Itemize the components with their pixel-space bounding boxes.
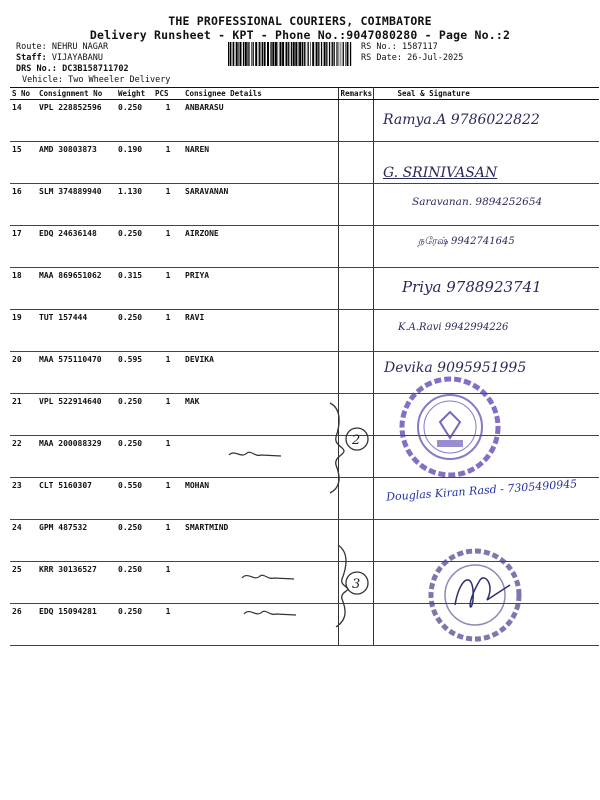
- cell-consignee: SARAVANAN: [183, 184, 338, 226]
- runsheet-table: [10, 87, 599, 646]
- cell-remarks: [338, 184, 373, 226]
- cell-seal-signature: [373, 562, 599, 604]
- table-row: [10, 562, 599, 604]
- cell-pcs: 1: [153, 142, 183, 184]
- cell-sno: 18: [10, 268, 37, 310]
- col-consignee-header: Consignee Details: [183, 88, 338, 100]
- cell-consignee: DEVIKA: [183, 352, 338, 394]
- cell-sno: 20: [10, 352, 37, 394]
- cell-weight: 0.190: [116, 142, 153, 184]
- cell-cno: CLT 5160307: [37, 478, 116, 520]
- cell-pcs: 1: [153, 226, 183, 268]
- cell-remarks: [338, 100, 373, 142]
- rs-date-line: [361, 53, 463, 63]
- cell-seal-signature: [373, 310, 599, 352]
- cell-cno: MAA 200088329: [37, 436, 116, 478]
- cell-sno: 14: [10, 100, 37, 142]
- vehicle-label: Vehicle:: [22, 75, 63, 85]
- cell-sno: 25: [10, 562, 37, 604]
- table-row: [10, 268, 599, 310]
- signature-row-19: K.A.Ravi 9942994226: [398, 322, 509, 333]
- signature-row-18: Priya 9788923741: [402, 278, 542, 296]
- signature-row-15: G. SRINIVASAN: [383, 165, 498, 181]
- cell-seal-signature: [373, 436, 599, 478]
- cell-remarks: [338, 226, 373, 268]
- document-subtitle: Delivery Runsheet - KPT - Phone No.:9047080280 - Page No.:2: [89, 28, 511, 42]
- cell-weight: 0.250: [116, 562, 153, 604]
- cell-seal-signature: [373, 604, 599, 646]
- cell-cno: GPM 487532: [37, 520, 116, 562]
- cell-consignee: [183, 436, 338, 478]
- table-row: [10, 226, 599, 268]
- signature-row-20: Devika 9095951995: [384, 360, 527, 376]
- cell-weight: 0.595: [116, 352, 153, 394]
- table-row: [10, 394, 599, 436]
- route-line: [16, 42, 108, 52]
- cell-consignee: NAREN: [183, 142, 338, 184]
- cell-remarks: [338, 436, 373, 478]
- cell-seal-signature: [373, 142, 599, 184]
- col-consignment-header: Consignment No: [37, 88, 116, 100]
- cell-pcs: 1: [153, 436, 183, 478]
- cell-seal-signature: [373, 394, 599, 436]
- cell-weight: 0.250: [116, 604, 153, 646]
- table-row: [10, 478, 599, 520]
- signature-row-23: Douglas Kiran Rasd - 7305490945: [385, 477, 578, 504]
- table-row: [10, 184, 599, 226]
- rs-no-line: [361, 42, 438, 52]
- cell-cno: VPL 228852596: [37, 100, 116, 142]
- cell-consignee: MAK: [183, 394, 338, 436]
- cell-pcs: 1: [153, 268, 183, 310]
- cell-pcs: 1: [153, 478, 183, 520]
- cell-seal-signature: [373, 520, 599, 562]
- cell-pcs: 1: [153, 310, 183, 352]
- cell-weight: 0.250: [116, 520, 153, 562]
- cell-consignee: ANBARASU: [183, 100, 338, 142]
- table-row: [10, 100, 599, 142]
- signature-row-17: நரேஷ் 9942741645: [418, 236, 515, 247]
- barcode: [228, 42, 352, 66]
- cell-sno: 21: [10, 394, 37, 436]
- cell-remarks: [338, 310, 373, 352]
- cell-weight: 0.250: [116, 310, 153, 352]
- cell-seal-signature: [373, 268, 599, 310]
- cell-consignee: [183, 604, 338, 646]
- cell-weight: 0.315: [116, 268, 153, 310]
- cell-weight: 0.550: [116, 478, 153, 520]
- col-sno-header: S No: [10, 88, 37, 100]
- rs-date-label: RS Date:: [361, 53, 402, 63]
- cell-weight: 0.250: [116, 226, 153, 268]
- route-label: Route:: [16, 42, 47, 52]
- cell-sno: 19: [10, 310, 37, 352]
- cell-sno: 22: [10, 436, 37, 478]
- drs-line: [16, 64, 129, 74]
- cell-cno: MAA 575110470: [37, 352, 116, 394]
- signature-row-14: Ramya.A 9786022822: [383, 112, 540, 128]
- cell-sno: 16: [10, 184, 37, 226]
- cell-consignee: RAVI: [183, 310, 338, 352]
- cell-cno: EDQ 24636148: [37, 226, 116, 268]
- cell-remarks: [338, 394, 373, 436]
- cell-pcs: 1: [153, 604, 183, 646]
- table-header-row: [10, 88, 599, 100]
- cell-consignee: AIRZONE: [183, 226, 338, 268]
- cell-sno: 17: [10, 226, 37, 268]
- cell-cno: EDQ 15094281: [37, 604, 116, 646]
- cell-cno: TUT 157444: [37, 310, 116, 352]
- table-row: [10, 352, 599, 394]
- cell-remarks: [338, 520, 373, 562]
- bracket-number-1: 2: [352, 433, 361, 448]
- drs-value: DC3B158711702: [62, 64, 129, 74]
- cell-sno: 26: [10, 604, 37, 646]
- cell-pcs: 1: [153, 520, 183, 562]
- col-seal-header: Seal & Signature: [373, 88, 599, 100]
- rs-no-label: RS No.:: [361, 42, 397, 52]
- cell-consignee: [183, 562, 338, 604]
- cell-consignee: PRIYA: [183, 268, 338, 310]
- route-value: NEHRU NAGAR: [51, 42, 109, 52]
- cell-sno: 23: [10, 478, 37, 520]
- cell-cno: KRR 30136527: [37, 562, 116, 604]
- staff-value: VIJAYABANU: [51, 53, 104, 63]
- cell-remarks: [338, 268, 373, 310]
- table-row: [10, 436, 599, 478]
- cell-remarks: [338, 142, 373, 184]
- cell-seal-signature: [373, 478, 599, 520]
- cell-seal-signature: [373, 226, 599, 268]
- cell-pcs: 1: [153, 184, 183, 226]
- col-weight-header: Weight: [116, 88, 153, 100]
- cell-weight: 1.130: [116, 184, 153, 226]
- document-title: THE PROFESSIONAL COURIERS, COIMBATORE: [168, 14, 432, 28]
- cell-weight: 0.250: [116, 394, 153, 436]
- col-remarks-header: Remarks: [338, 88, 373, 100]
- cell-cno: MAA 869651062: [37, 268, 116, 310]
- cell-remarks: [338, 478, 373, 520]
- cell-seal-signature: [373, 352, 599, 394]
- staff-label: Staff:: [16, 53, 47, 63]
- cell-weight: 0.250: [116, 436, 153, 478]
- table-row: [10, 310, 599, 352]
- table-row: [10, 142, 599, 184]
- cell-cno: AMD 30803873: [37, 142, 116, 184]
- vehicle-line: [22, 75, 170, 85]
- cell-weight: 0.250: [116, 100, 153, 142]
- cell-sno: 24: [10, 520, 37, 562]
- cell-cno: VPL 522914640: [37, 394, 116, 436]
- table-row: [10, 604, 599, 646]
- cell-pcs: 1: [153, 562, 183, 604]
- cell-remarks: [338, 604, 373, 646]
- table-row: [10, 520, 599, 562]
- cell-pcs: 1: [153, 100, 183, 142]
- bracket-number-2: 3: [352, 577, 361, 592]
- col-pcs-header: PCS: [153, 88, 183, 100]
- drs-label: DRS No.:: [16, 64, 57, 74]
- rs-date-value: 26-Jul-2025: [407, 53, 464, 63]
- signature-row-16: Saravanan. 9894252654: [412, 196, 543, 208]
- staff-line: [16, 53, 103, 63]
- vehicle-value: Two Wheeler Delivery: [68, 75, 171, 85]
- cell-consignee: SMARTMIND: [183, 520, 338, 562]
- cell-sno: 15: [10, 142, 37, 184]
- cell-remarks: [338, 352, 373, 394]
- cell-pcs: 1: [153, 352, 183, 394]
- cell-cno: SLM 374889940: [37, 184, 116, 226]
- rs-no-value: 1587117: [401, 42, 438, 52]
- cell-pcs: 1: [153, 394, 183, 436]
- cell-remarks: [338, 562, 373, 604]
- cell-seal-signature: [373, 184, 599, 226]
- cell-seal-signature: [373, 100, 599, 142]
- cell-consignee: MOHAN: [183, 478, 338, 520]
